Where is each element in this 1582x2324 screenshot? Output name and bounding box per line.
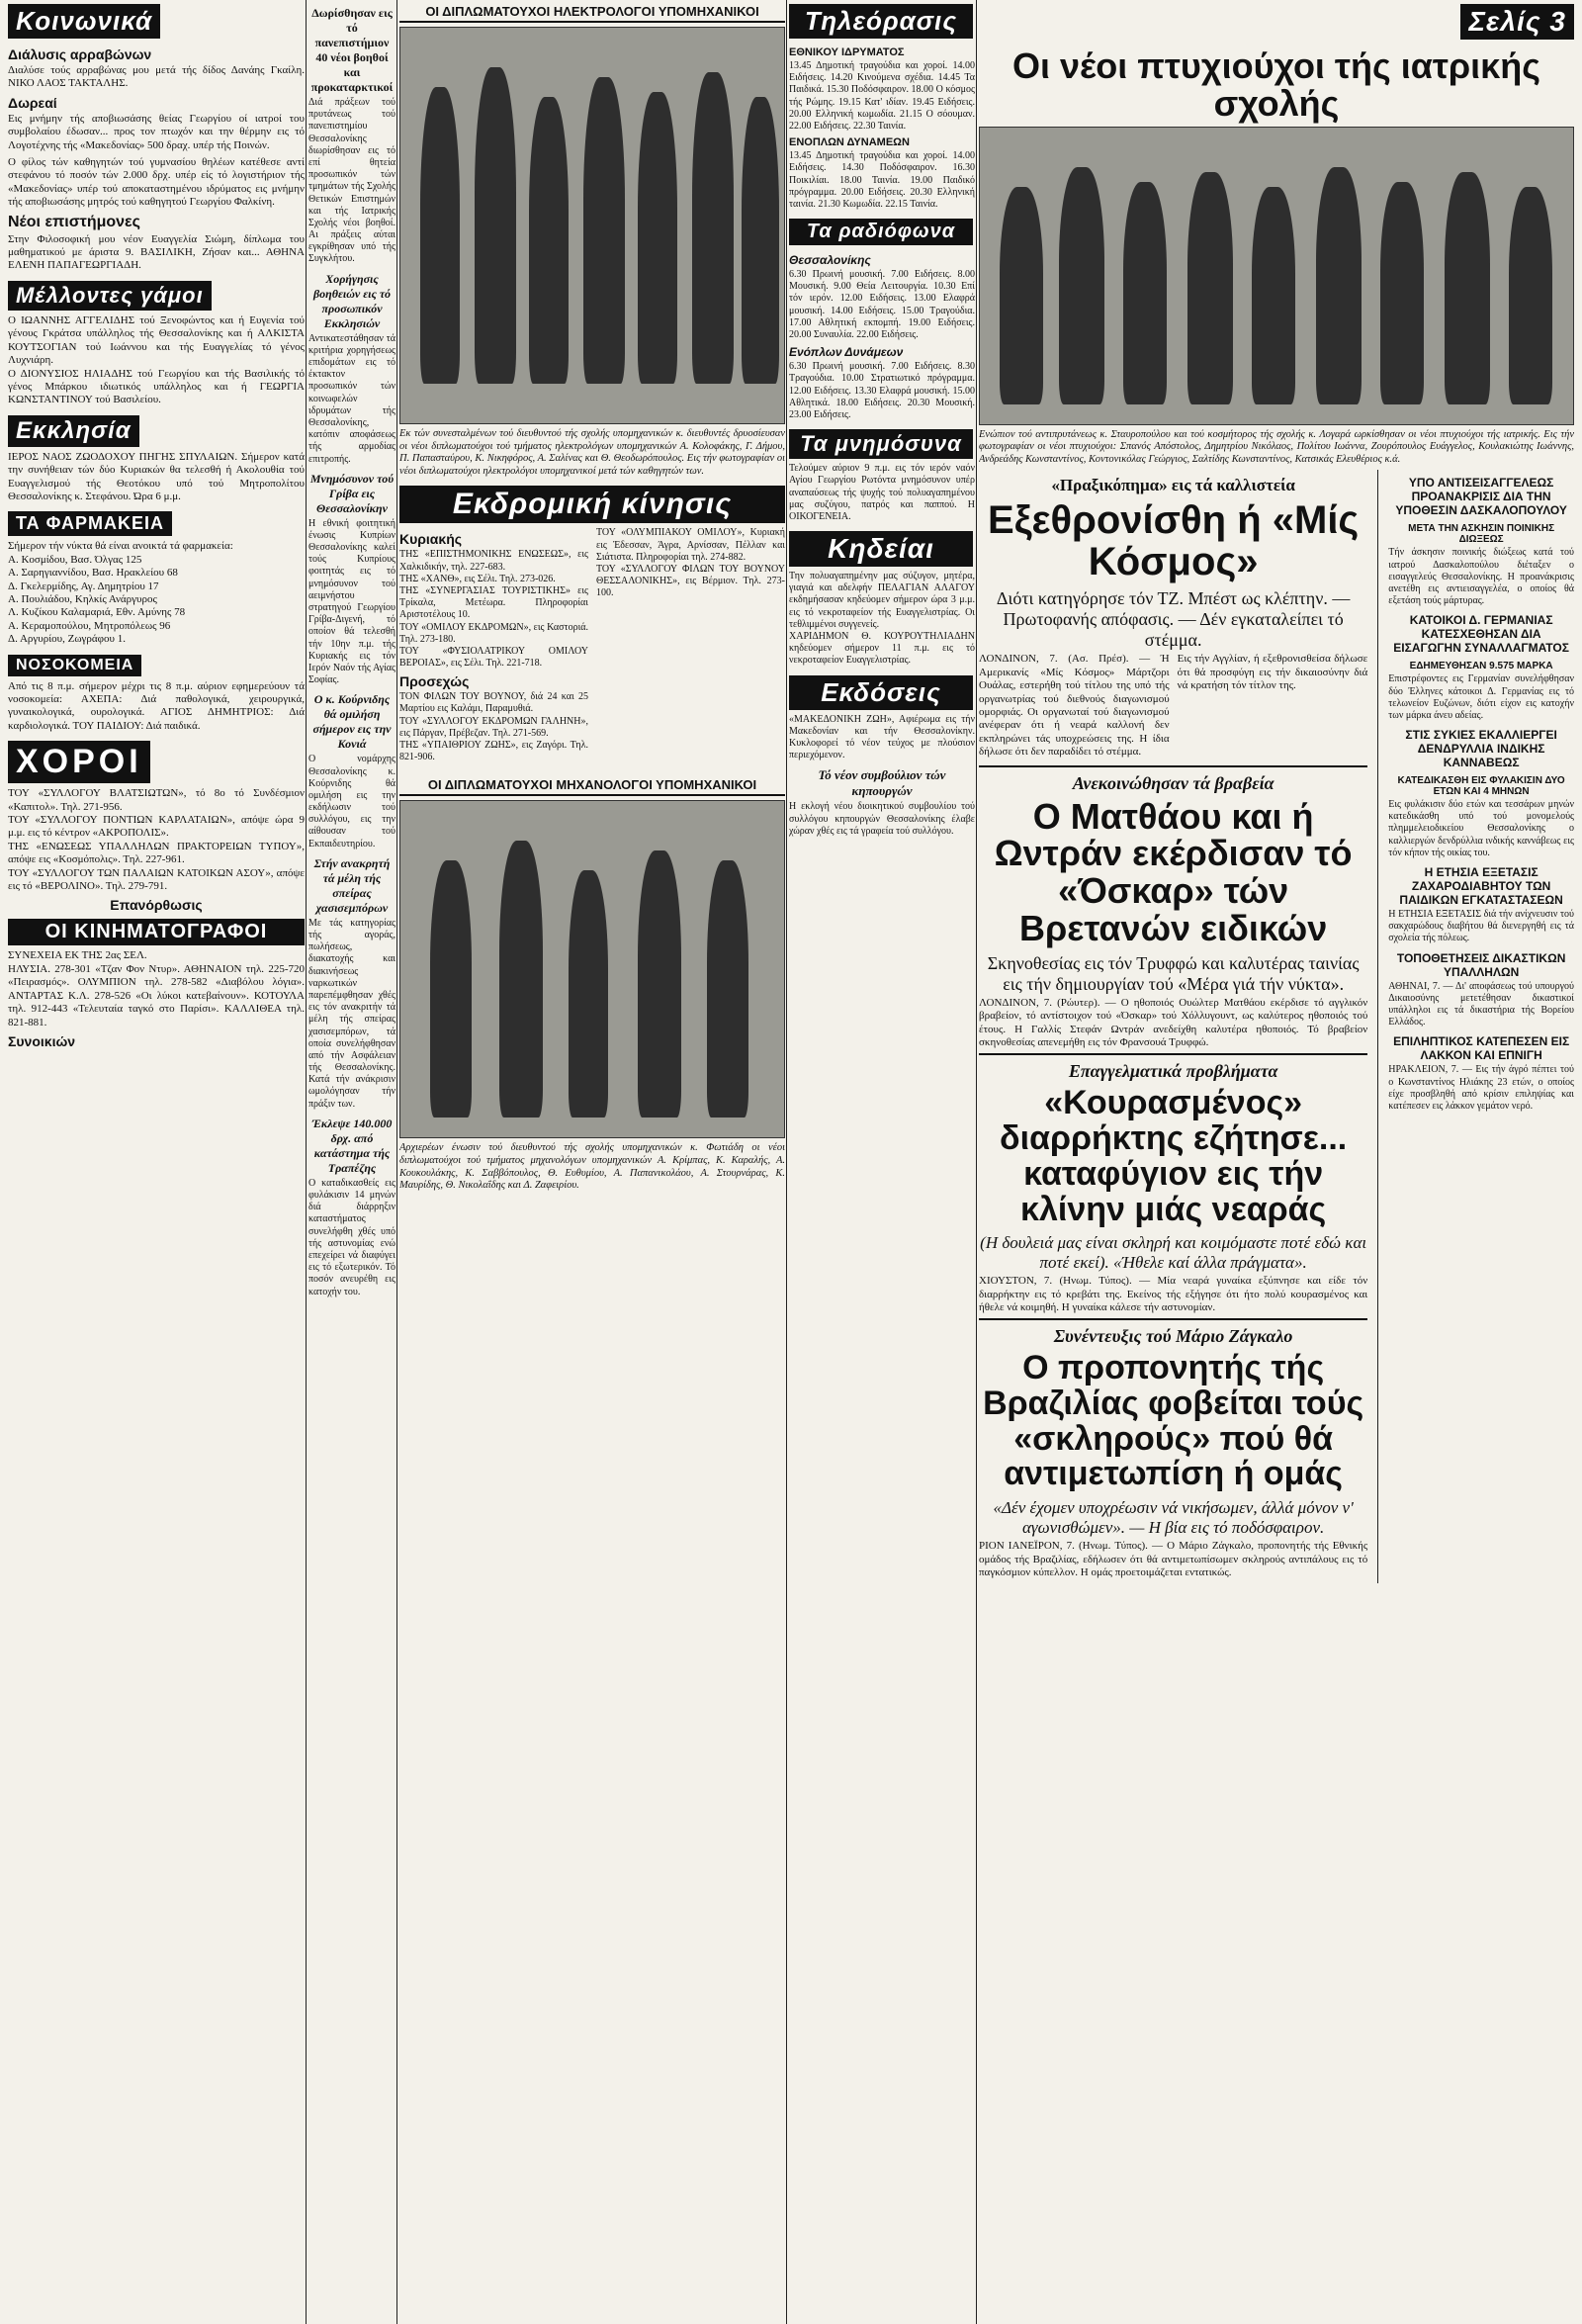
heading: Μνημόσυνον τού Γρίβα εις Θεσσαλονίκην xyxy=(309,471,395,515)
article-text: ΛΟΝΔΙΝΟΝ, 7. (Ρώυτερ). — Ο ηθοποιός Ουώλτερ Ματθάου εκέρδισε τό αγγλικόν βραβείον, τό αντίστοιχον τού «Όσκαρ» τού Χόλλυγουντ, ως καλύτερος ηθοποιός τού έτους. Η Γαλλίς Στεφάν Ωντράν ανεδείχθη καλυτέρα ηθοποιός. Τό βραβείον σκηνοθεσίας απενεμήθη εις τόν Φρανσουά Τρυφφώ. xyxy=(979,996,1368,1049)
heading: Στήν ανακρητή τά μέλη τής σπείρας χασισεμπόρων xyxy=(313,855,391,915)
heading: ΤΟΠΟΘΕΤΗΣΕΙΣ ΔΙΚΑΣΤΙΚΩΝ ΥΠΑΛΛΗΛΩΝ xyxy=(1396,950,1566,979)
article-text: 6.30 Πρωινή μουσική. 7.00 Ειδήσεις. 8.00 Μουσική. 9.00 Θεία Λειτουργία. 10.30 Επί τόν ιερόν. 12.00 Ειδήσεις. 13.00 Ελαφρά μουσική. 14.00 Ειδήσεις. 15.00 Τραγούδια. 17.00 Αθλητική εκπομπή. 19.00 Ειδήσεις. 20.00 Συναυλία. 22.00 Ειδήσεις. xyxy=(789,269,975,340)
article-text: Εις τήν Αγγλίαν, ή εξεθρονισθείσα δήλωσε ότι θά προσφύγη εις τήν δικαιοσύνην διά νά κρατήση τόν τίτλον της. xyxy=(1177,653,1368,692)
heading: Δωρίσθησαν εις τό πανεπιστήμιον 40 νέοι βοηθοί και προκαταρκτικοί xyxy=(310,6,394,94)
heading: Η ΕΤΗΣΙΑ ΕΞΕΤΑΣΙΣ ΖΑΧΑΡΟΔΙΑΒΗΤΟΥ ΤΩΝ ΠΑΙΔΙΚΩΝ ΕΓΚΑΤΑΣΤΑΣΕΩΝ xyxy=(1399,865,1563,907)
heading: Κυριακής xyxy=(399,531,463,548)
graduates-photo xyxy=(399,800,785,1138)
subheading: ΚΑΤΕΔΙΚΑΣΘΗ ΕΙΣ ΦΥΛΑΚΙΣΙΝ ΔΥΟ ΕΤΩΝ ΚΑΙ 4 ΜΗΝΩΝ xyxy=(1397,775,1565,798)
kicker: Επαγγελματικά προβλήματα xyxy=(1068,1061,1278,1082)
column-rule xyxy=(976,0,977,2324)
column-graduates xyxy=(399,0,785,2324)
section-head-society: Κοινωνικά xyxy=(8,4,160,39)
article-text: Διαλύσε τούς αρραβώνας μου μετά τής δίδος Δανάης Γκαίλη. ΝΙΚΟ ΛΑΟΣ ΤΑΚΤΑΛΗΣ. xyxy=(8,64,305,90)
column-news-briefs xyxy=(308,0,396,2324)
article-text: 13.45 Δημοτική τραγούδια και χοροί. 14.00 Ειδήσεις. 14.20 Κινούμενα σχέδια. 14.45 Τα Παιδικά. 15.30 Ποδόσφαιρον. 18.00 Ο κόσμος τής Ρώμης. 19.15 Κατ' ιδίαν. 19.45 Ειδήσεις. 20.00 Ελληνική κωμωδία. 21.15 Ο σόουμαν. 22.00 Ειδήσεις. 22.30 Ταινία. xyxy=(789,60,975,132)
article-text: ΤΟΥ «ΣΥΛΛΟΓΟΥ ΒΛΑΤΣΙΩΤΩΝ», τό 8ο τό Συνδέσμιον «Καπιτολ». Τηλ. 271-956. ΤΟΥ «ΣΥΛΛΟΓΟΥ ΠΟΝΤΙΩΝ ΚΑΡΛΑΤΑΙΩΝ», απόψε ώρα 9 μ.μ. εις τό κέντρον «ΑΚΡΟΠΟΛΙΣ». ΤΗΣ «ΕΝΩΣΕΩΣ ΥΠΑΛΛΗΛΩΝ ΠΡΑΚΤΟΡΕΙΩΝ ΤΥΠΟΥ», απόψε εις «Κοσμόπολις». Τηλ. 227-961. ΤΟΥ «ΣΥΛΛΟΓΟΥ ΤΩΝ ΠΑΛΑΙΩΝ ΚΑΤΟΙΚΩΝ ΑΣΟΥ», απόψε εις τό «ΒΕΡΟΛΙΝΟ». Τηλ. 279-791. xyxy=(8,787,305,893)
article-text: Ο νομάρχης Θεσσαλονίκης κ. Κούρνιδης θά ομιλήση εις την εκδήλωσιν τού συλλόγου, εις την αίθουσαν τού Εκπαιδευτηρίου. xyxy=(308,754,396,849)
section-head-weddings: Μέλλοντες γάμοι xyxy=(8,281,212,311)
article-text: «ΜΑΚΕΔΟΝΙΚΗ ΖΩΗ», Αφιέρωμα εις τήν Μακεδονίαν και τήν Θεσσαλονίκην. Κυκλοφορεί τό νέον τεύχος με πλούσιον περιεχόμενον. xyxy=(789,713,975,761)
heading: Προσεχώς xyxy=(399,673,470,690)
article-text: Εις φυλάκισιν δύο ετών και τεσσάρων μηνών κατεδικάσθη υπό τού μονομελούς πλημμελειοδικείου Θεσσαλονίκης ο καλλιεργών δενδρύλλια ινδικής καννάβεως εις τόν κήπον τής οικίας του. xyxy=(1388,799,1574,858)
section-head-excursions: Εκδρομική κίνησις xyxy=(399,486,785,523)
article-text: Διά πράξεων τού πρυτάνεως τού πανεπιστημίου Θεσσαλονίκης διωρίσθησαν εις τό επί θητεία προσωπικόν τών τμημάτων τής Σχολής Θετικών Επιστημών και τής Ιατρικής Σχολής νέοι βοηθοί. Αι πράξεις αύται εγκρίθησαν υπό τής Συγκλήτου. xyxy=(308,97,396,265)
article-text: Επιστρέφοντες εις Γερμανίαν συνελήφθησαν δύο Έλληνες κάτοικοι Δ. Γερμανίας εις τό τελωνείον Ευζώνων, διότι είχον εις κατοχήν των μάρκα άνευ αδείας. xyxy=(1388,673,1574,721)
photo-caption: Ενώπιον τού αντιπρυτάνεως κ. Σταυροπούλου και τού κοσμήτορος τής σχολής κ. Λογαρά ωρκίσθησαν οι νέοι πτυχιούχοι τής ιατρικής. Εις τήν φωτογραφίαν οι νέοι πτυχιούχοι: Σπανός Απόστολος, Δημητρίου Νικόλαος, Πολίτου Ιωάννα, Ζουρόπουλος Ευάγγελος, Κουλακιώτης Ιωάννης, Ανδρεάδης Κωνσταντίνος, Κοντονικόλας Γεώργιος, Σαλτίδης Κωνσταντίνος, Κατσικάς Ελευθέριος κ.ά. xyxy=(979,428,1574,465)
heading: Συνοικιών xyxy=(8,1032,76,1049)
subheading: ΜΕΤΑ ΤΗΝ ΑΣΚΗΣΙΝ ΠΟΙΝΙΚΗΣ ΔΙΩΞΕΩΣ xyxy=(1408,523,1555,546)
section-head-memorials: Τα μνημόσυνα xyxy=(789,429,973,459)
article-text: ΡΙΟΝ ΙΑΝΕΪΡΟΝ, 7. (Ηνωμ. Τύπος). — Ο Μάριο Ζάγκαλο, προπονητής τής Εθνικής ομάδος τής Βραζιλίας, εδήλωσεν ότι θά αντιμετωπίσωμεν σκληρούς αντιπάλους εις τό παγκόσμιον κύπελλον. Η ομάς προετοιμάζεται εντατικώς. xyxy=(979,1540,1368,1578)
column-main xyxy=(979,0,1574,2324)
subheadline: «Δέν έχομεν υποχρέωσιν νά νικήσωμεν, άλλά μόνον ν' αγωνισθώμεν». — Η βία εις τό ποδόσφαιρον. xyxy=(993,1498,1354,1538)
photo-caption: Αρχιερέων ένωσιν τού διευθυντού τής σχολής υπομηχανικών κ. Φωτιάδη οι νέοι διπλωματούχοι τού τμήματος μηχανολόγων υπομηχανικών Α. Κρίμπας, Κ. Καραλής, Α. Κουκουλάκης, Κ. Σαββόπουλος, Θ. Ευθυμίου, Α. Παπανικολάου, Α. Στουρνάρας, Κ. Μαυρίδης, Θ. Νικολαΐδης και Δ. Ζαφειρίου. xyxy=(399,1142,785,1192)
photo-heading: ΟΙ ΔΙΠΛΩΜΑΤΟΥΧΟΙ ΗΛΕΚΤΡΟΛΟΓΟΙ ΥΠΟΜΗΧΑΝΙΚΟΙ xyxy=(399,4,785,23)
article-text: Στην Φιλοσοφική μου νέον Ευαγγελία Σιώμη, δίπλωμα του μαθηματικού με άριστα 9. ΒΑΣΙΛΙΚΗ, Ζήσαν και... ΑΘΗΝΑ ΕΛΕΝΗ ΠΑΠΑΓΕΩΡΓΙΑΔΗ. xyxy=(8,232,305,272)
article-text: Ο ΙΩΑΝΝΗΣ ΑΓΓΕΛΙΔΗΣ τού Ξενοφώντος και ή Ευγενία τού γένους Γκράτσα υπάλληλος τής Θεσσαλονίκης και ή ΑΛΚΙΣΤΑ ΚΟΥΤΣΟΓΙΑΝ τού Ιωάννου και τής Ευαγγελίας τό γένος Λυχνιάρη. Ο ΔΙΟΝΥΣΙΟΣ ΗΛΙΑΔΗΣ τού Γεωργίου και τής Βασιλικής τό γένος Μπάρκου ιδιωτικός υπάλληλος και ή ΓΕΩΡΓΙΑ ΚΩΝΣΤΑΝΤΙΝΟΥ τού Βασιλείου. xyxy=(8,313,305,406)
medical-graduates-photo xyxy=(979,127,1574,425)
section-head-funerals: Κηδείαι xyxy=(789,531,973,567)
article-text: ΣΥΝΕΧΕΙΑ ΕΚ ΤΗΣ 2ας ΣΕΛ. ΗΛΥΣΙΑ. 278-301 «Τζαν Φον Ντυρ». ΑΘΗΝΑΙΟΝ τηλ. 225-720 «Πειρασμός». ΟΛΥΜΠΙΟΝ τηλ. 278-582 «Διαβόλου λόγια». ΑΝΤΑΡΤΑΣ Κ.Λ. 278-526 «Οι λύκοι κατεβαίνουν». ΚΟΤΟΥΛΑ τηλ. 912-443 «Τελευταία ταγκό στο Παρίσι». ΚΑΛΛΙΘΕΑ τηλ. 821-881. xyxy=(8,949,305,1028)
headline: Εξεθρονίσθη ή «Μίς Κόσμος» xyxy=(988,498,1360,584)
column-rule xyxy=(306,0,307,2324)
article-text: Τελούμεν αύριον 9 π.μ. εις τόν ιερόν ναόν Αγίου Γεωργίου Ρωτόντα μνημόσυνον υπέρ αναπαύσεως τής ψυχής τού πολυαγαπημένου μας συζύγου, πατρός και παππού. Η ΟΙΚΟΓΕΝΕΙΑ. xyxy=(789,463,975,522)
column-society xyxy=(8,0,305,2324)
article-text: ΙΕΡΟΣ ΝΑΟΣ ΖΩΟΔΟΧΟΥ ΠΗΓΗΣ ΣΠΥΛΑΙΩΝ. Σήμερον κατά την συνήθειαν τών δύο Κυριακών θα τελεσθή ή Ακολουθία τού Ευαγγελισμού τής Θεοτόκου υπό τού Μητροπολίτου Θεσσαλονίκης κ. Στεφάνου. Ώρα 6 μ.μ. xyxy=(8,450,305,502)
article-text: Ο φίλος τών καθηγητών τού γυμνασίου θηλέων κατέθεσε αντί στεφάνου τό ποσόν τών 2.000 δρχ. υπέρ είς τό λογιστήριον τής «Μακεδονίας» υπέρ τού αποκαταστημένου ιδρύματος εις μνήμην τής αποβιωσάσης μητρός τού καθηγητού Γεωργίου Φαλκίνη. xyxy=(8,156,305,209)
article-text: Η ΕΤΗΣΙΑ ΕΞΕΤΑΣΙΣ διά τήν ανίχνευσιν τού σακχαρώδους διαβήτου θά διενεργηθή εις τά σχολεία τής πόλεως. xyxy=(1388,909,1574,944)
heading: Νέοι επιστήμονες xyxy=(8,213,140,230)
column-rule xyxy=(396,0,397,2324)
heading: ΚΑΤΟΙΚΟΙ Δ. ΓΕΡΜΑΝΙΑΣ ΚΑΤΕΣΧΕΘΗΣΑΝ ΔΙΑ ΕΙΣΑΓΩΓΗΝ ΣΥΝΑΛΛΑΓΜΑΤΟΣ xyxy=(1393,613,1569,656)
heading: Διάλυσις αρραβώνων xyxy=(8,46,152,62)
article-text: Από τις 8 π.μ. σήμερον μέχρι τις 8 π.μ. αύριον εφημερεύουν τά νοσοκομεία: ΑΧΕΠΑ: Διά παθολογικά, χειρουργικά, γυναικολογικά, ουρολογικά. ΑΓΙΟΣ ΔΗΜΗΤΡΙΟΣ: Διά καρδιολογικά. ΤΟΥ ΠΑΙΔΙΟΥ: Διά παιδικά. xyxy=(8,679,305,732)
section-head-hospitals: ΝΟΣΟΚΟΜΕΙΑ xyxy=(8,655,141,676)
heading: Τό νέον συμβούλιον τών κηπουργών xyxy=(818,767,946,799)
heading: Χορήγησις βοηθειών εις τό προσωπικόν Εκκλησιών xyxy=(313,271,391,330)
subheadline: (Η δουλειά μας είναι σκληρή και κοιμόμαστε ποτέ εδώ και ποτέ εκεί). «Ήθελε καί άλλα πράγματα». xyxy=(980,1233,1367,1273)
article-text: ΗΡΑΚΛΕΙΟΝ, 7. — Εις τήν άγρό πέπτει τού ο Κωνσταντίνος Ηλιάκης 23 ετών, ο οποίος είχε προσβληθή από κρίσιν επιληψίας και κατέπεσεν εις λάκκον γεμάτον νερό. xyxy=(1388,1064,1574,1112)
page-section-tag: Σελίς 3 xyxy=(1460,4,1574,40)
headline: Ο Ματθάου και ή Ωντράν εκέρδισαν τό «Όσκαρ» τών Βρετανών ειδικών xyxy=(994,795,1353,949)
section-head-publications: Εκδόσεις xyxy=(789,675,973,710)
article-text: Η εκλογή νέου διοικητικού συμβουλίου τού συλλόγου κηπουργών Θεσσαλονίκης έλαβε χώραν χθές εις τά γραφεία τού συλλόγου. xyxy=(789,801,975,837)
heading: ΣΤΙΣ ΣΥΚΙΕΣ ΕΚΑΛΛΙΕΡΓΕΙ ΔΕΝΔΡΥΛΛΙΑ ΙΝΔΙΚΗΣ ΚΑΝΝΑΒΕΩΣ xyxy=(1405,728,1557,770)
column-rule xyxy=(786,0,787,2324)
headline: Οι νέοι πτυχιούχοι τής ιατρικής σχολής xyxy=(1012,45,1540,124)
heading: Επανόρθωσις xyxy=(110,897,203,914)
graduates-photo xyxy=(399,27,785,424)
article-text: Την πολυαγαπημένην μας σύζυγον, μητέρα, γιαγιά και αδελφήν ΠΕΛΑΓΙΑΝ ΑΛΑΓΟΥ εκδημήσασαν κηδεύομεν σήμερον ώρα 3 μ.μ. εις τό νεκροταφείον τής Ευαγγελιστρίας. Οι τεθλιμμένοι συγγενείς. ΧΑΡΙΔΗΜΟΝ Θ. ΚΟΥΡΟΥΤΗΛΙΑΔΗΝ κηδεύομεν σήμερον 11 π.μ. εις τό νεκροταφείον Ευαγγελιστρίας. xyxy=(789,571,975,667)
section-head-television: Τηλεόρασις xyxy=(789,4,973,39)
heading: ΕΝΟΠΛΩΝ ΔΥΝΑΜΕΩΝ xyxy=(789,136,910,149)
kicker: «Πραξικόπημα» εις τά καλλιστεία xyxy=(1051,476,1295,495)
section-head-radio: Τα ραδιόφωνα xyxy=(789,219,973,245)
section-head-pharmacies: ΤΑ ΦΑΡΜΑΚΕΙΑ xyxy=(8,511,172,536)
heading: ΕΘΝΙΚΟΥ ΙΔΡΥΜΑΤΟΣ xyxy=(789,46,905,58)
heading: Ο κ. Κούρνιδης θά ομιλήση σήμερον εις την Κονιά xyxy=(312,692,392,752)
article-text: 6.30 Πρωινή μουσική. 7.00 Ειδήσεις. 8.30 Τραγούδια. 10.00 Στρατιωτικό πρόγραμμα. 12.00 Ειδήσεις. 13.30 Ελαφρά μουσική. 15.00 Αθλητικά. 18.00 Ειδήσεις. 20.30 Μουσική. 23.00 Ειδήσεις. xyxy=(789,361,975,420)
article-text: Αντικατεστάθησαν τά κριτήρια χορηγήσεως επιδομάτων εις τό έκτακτον προσωπικόν τών κοινωφελών ιδρυμάτων τής Θεσσαλονίκης, κατόπιν αποφάσεως τής αρμοδίας επιτροπής. xyxy=(308,332,396,465)
column-broadcast xyxy=(789,0,975,2324)
section-head-dances: ΧΟΡΟΙ xyxy=(8,741,150,783)
article-text: Ο καταδικασθείς εις φυλάκισιν 14 μηνών διά διάρρηξιν καταστήματος συνελήφθη χθές υπό τής αστυνομίας ενώ επεχείρει νά διαφύγει εις τό εξωτερικόν. Τό ποσόν ανευρέθη εις κατοχήν του. xyxy=(308,1177,396,1297)
article-text: ΑΘΗΝΑΙ, 7. — Δι' αποφάσεως τού υπουργού Δικαιοσύνης μετετέθησαν δικαστικοί υπάλληλοι εις τά δικαστήρια τής Βορείου Ελλάδος. xyxy=(1388,980,1574,1028)
article-text: ΤΟΝ ΦΙΛΩΝ ΤΟΥ ΒΟΥΝΟΥ, διά 24 και 25 Μαρτίου εις Καλάμι, Παραμυθιά. ΤΟΥ «ΣΥΛΛΟΓΟΥ ΕΚΔΡΟΜΩΝ ΓΑΛΗΝΗ», εις Πάργαν, Πρέβεζαν. Τηλ. 271-569. ΤΗΣ «ΥΠΑΙΘΡΙΟΥ ΖΩΗΣ», εις Ζαγόρι. Τηλ. 821-906. xyxy=(399,691,588,763)
kicker: Συνέντευξις τού Μάριο Ζάγκαλο xyxy=(1053,1326,1293,1347)
heading: Ενόπλων Δυνάμεων xyxy=(789,345,904,360)
article-text: Σήμερον τήν νύκτα θά είναι ανοικτά τά φαρμακεία: Α. Κοσμίδου, Βασ. Όλγας 125 Α. Σαρηγιαννίδου, Βασ. Ηρακλείου 68 Δ. Γκελερμίδης, Αγ. Δημητρίου 17 Α. Πουλιάδου, Κηλκίς Ανάργυρος Λ. Κυζίκου Καλαμαριά, Εθν. Αμύνης 78 Α. Κεραμοπούλου, Μητροπόλεως 96 Δ. Αργυρίου, Ζωγράφου 1. xyxy=(8,540,233,646)
section-head-church: Εκκλησία xyxy=(8,415,139,447)
heading: ΕΠΙΛΗΠΤΙΚΟΣ ΚΑΤΕΠΕΣΕΝ ΕΙΣ ΛΑΚΚΟΝ ΚΑΙ ΕΠΝΙΓΗ xyxy=(1393,1034,1570,1063)
headline: Ο προπονητής τής Βραζιλίας φοβείται τούς «σκληρούς» πού θά αντιμετωπίση ή ομάς xyxy=(983,1349,1364,1493)
article-text: ΧΙΟΥΣΤΟΝ, 7. (Ηνωμ. Τύπος). — Μία νεαρά γυναίκα εξύπνησε και είδε τόν διαρρήκτην εις τό κρεβάτι της. Εκείνος τής εξήγησε ότι ήτο πολύ κουρασμένος και ήθελε νά κοιμηθή. Η γυναίκα κάλεσε τήν αστυνομίαν. xyxy=(979,1275,1368,1313)
kicker: Ανεκοινώθησαν τά βραβεία xyxy=(1072,772,1274,793)
heading: Θεσσαλονίκης xyxy=(789,253,871,268)
photo-heading: ΟΙ ΔΙΠΛΩΜΑΤΟΥΧΟΙ ΜΗΧΑΝΟΛΟΓΟΙ ΥΠΟΜΗΧΑΝΙΚΟΙ xyxy=(399,777,785,796)
article-text: Τήν άσκησιν ποινικής διώξεως κατά τού ιατρού Δασκαλοπούλου διέταξεν ο εισαγγελεύς Θεσσαλονίκης. Η προανάκρισις ανετέθη εις αντιεισαγγελέα, ο οποίος θά εξετάση τούς μάρτυρας. xyxy=(1388,547,1574,607)
article-text: ΤΟΥ «ΟΛΥΜΠΙΑΚΟΥ ΟΜΙΛΟΥ», Κυριακή εις Έδεσσαν, Άγρα, Αρνίσσαν, Πέλλαν και Σιάτιστα. Πληροφορίαι τηλ. 274-882. ΤΟΥ «ΣΥΛΛΟΓΟΥ ΦΙΛΩΝ ΤΟΥ ΒΟΥΝΟΥ ΘΕΣΣΑΛΟΝΙΚΗΣ», εις Βέρμιον. Τηλ. 273-100. xyxy=(596,527,785,599)
article-text: Εις μνήμην τής αποβιωσάσης θείας Γεωργίου οί ιατροί του συμβολαίου έδωσαν... προς τον πτωχόν και την θέρμην εις τό Λογοτέχνης τής «Μακεδονίας» 500 δραχ. υπέρ τής Ποινών. xyxy=(8,112,305,151)
article-text: Η εθνική φοιτητική ένωσις Κυπρίων Θεσσαλονίκης καλεί τούς Κυπρίους φοιτητάς εις τό μνημόσυνον τού αειμνήστου στρατηγού Γεωργίου Γρίβα-Διγενή, τό οποίον θά τελεσθή τήν 10ην π.μ. τής Κυριακής εις τόν Ιερόν Ναόν τής Αγίας Σοφίας. xyxy=(308,517,396,686)
subheadline: Διότι κατηγόρησε τόν ΤΖ. Μπέστ ως κλέπτην. — Πρωτοφανής απόφασις. — Δέν εγκαταλείπει τό στέμμα. xyxy=(996,588,1351,651)
subheadline: Σκηνοθεσίας εις τόν Τρυφφώ και καλυτέρας ταινίας εις τήν δημιουργίαν τού «Μέρα γιά τήν νύκτα». xyxy=(987,952,1360,994)
heading: ΥΠΟ ΑΝΤΙΣΕΙΣΑΓΓΕΛΕΩΣ ΠΡΟΑΝΑΚΡΙΣΙΣ ΔΙΑ ΤΗΝ ΥΠΟΘΕΣΙΝ ΔΑΣΚΑΛΟΠΟΥΛΟΥ xyxy=(1395,476,1567,518)
article-text: Με τάς κατηγορίας τής αγοράς, πωλήσεως, διακατοχής και διακινήσεως ναρκωτικών παρεπέμφθησαν χθές εις τόν ανακριτήν τά μέλη τής σπείρας χασισεμπόρων, τά οποία συνελήφθησαν από τήν Ασφάλειαν τής Θεσσαλονίκης. Κατά τήν ανάκρισιν ωμολόγησαν τήν πράξιν των. xyxy=(308,917,396,1110)
article-text: 13.45 Δημοτική τραγούδια και χοροί. 14.00 Ειδήσεις. 14.30 Ποδόσφαιρον. 16.30 Ποικιλίαι. 18.00 Ταινία. 19.00 Παιδικό πρόγραμμα. 20.00 Ειδήσεις. 20.30 Ελληνική ταινία. 21.30 Κωμωδία. 22.15 Ταινία. xyxy=(789,150,975,210)
subheading: ΕΔΗΜΕΥΘΗΣΑΝ 9.575 ΜΑΡΚΑ xyxy=(1409,661,1553,672)
article-text: ΛΟΝΔΙΝΟΝ, 7. (Ασ. Πρέσ). — Ή Αμερικανίς «Μίς Κόσμος» Μάρτζορι Ουάλας, εστερήθη τού τίτλου της υπό τής οργανωτρίας τού διεθνούς διαγωνισμού ομορφιάς. Οι οργανωταί τού διαγωνισμού ανέφεραν ότι ή νεαρά καλλονή δεν εκπληρώνει τάς υποχρεώσεις της. Η ίδια δήλωσε ότι δεν παραδίδει τό στέμμα. xyxy=(979,653,1170,759)
section-head-cinemas: ΟΙ ΚΙΝΗΜΑΤΟΓΡΑΦΟΙ xyxy=(8,919,305,945)
article-text: ΤΗΣ «ΕΠΙΣΤΗΜΟΝΙΚΗΣ ΕΝΩΣΕΩΣ», εις Χαλκιδικήν, τηλ. 227-683. ΤΗΣ «ΧΑΝΘ», εις Σέλι. Τηλ. 273-026. ΤΗΣ «ΣΥΝΕΡΓΑΣΙΑΣ ΤΟΥΡΙΣΤΙΚΗΣ» εις Τρίκαλα, Μετέωρα. Πληροφορίαι Αριστοτέλους 10. ΤΟΥ «ΟΜΙΛΟΥ ΕΚΔΡΟΜΩΝ», εις Καστοριά. Τηλ. 273-180. ΤΟΥ «ΦΥΣΙΟΛΑΤΡΙΚΟΥ ΟΜΙΛΟΥ ΒΕΡΟΙΑΣ», εις Σέλι. Τηλ. 221-718. xyxy=(399,549,588,670)
photo-caption: Εκ τών συνεσταλμένων τού διευθυντού τής σχολής υπομηχανικών κ. διευθυντές δρυοσίευσαν οι νέοι διπλωματούχοι τού τμήματος ηλεκτρολόγων υπομηχανικών Α. Κολοφάκης, Γ. Δήμου, Π. Παπασταύρου, Κ. Νικηφόρος, Α. Σαλίνας και Θ. Θεοδωρόπουλος. Εις τήν φωτογραφίαν οι νέοι διπλωματούχοι ηλεκτρολόγοι υπομηχανικοί μετά τών καθηγητών των. xyxy=(399,428,785,477)
headline: «Κουρασμένος» διαρρήκτης εζήτησε... καταφύγιον εις τήν κλίνην μιάς νεαράς xyxy=(1000,1084,1348,1228)
heading: Έκλεψε 140.000 δρχ. από κατάστημα τής Τραπέζης xyxy=(311,1116,393,1175)
heading: Δωρεαί xyxy=(8,94,57,111)
